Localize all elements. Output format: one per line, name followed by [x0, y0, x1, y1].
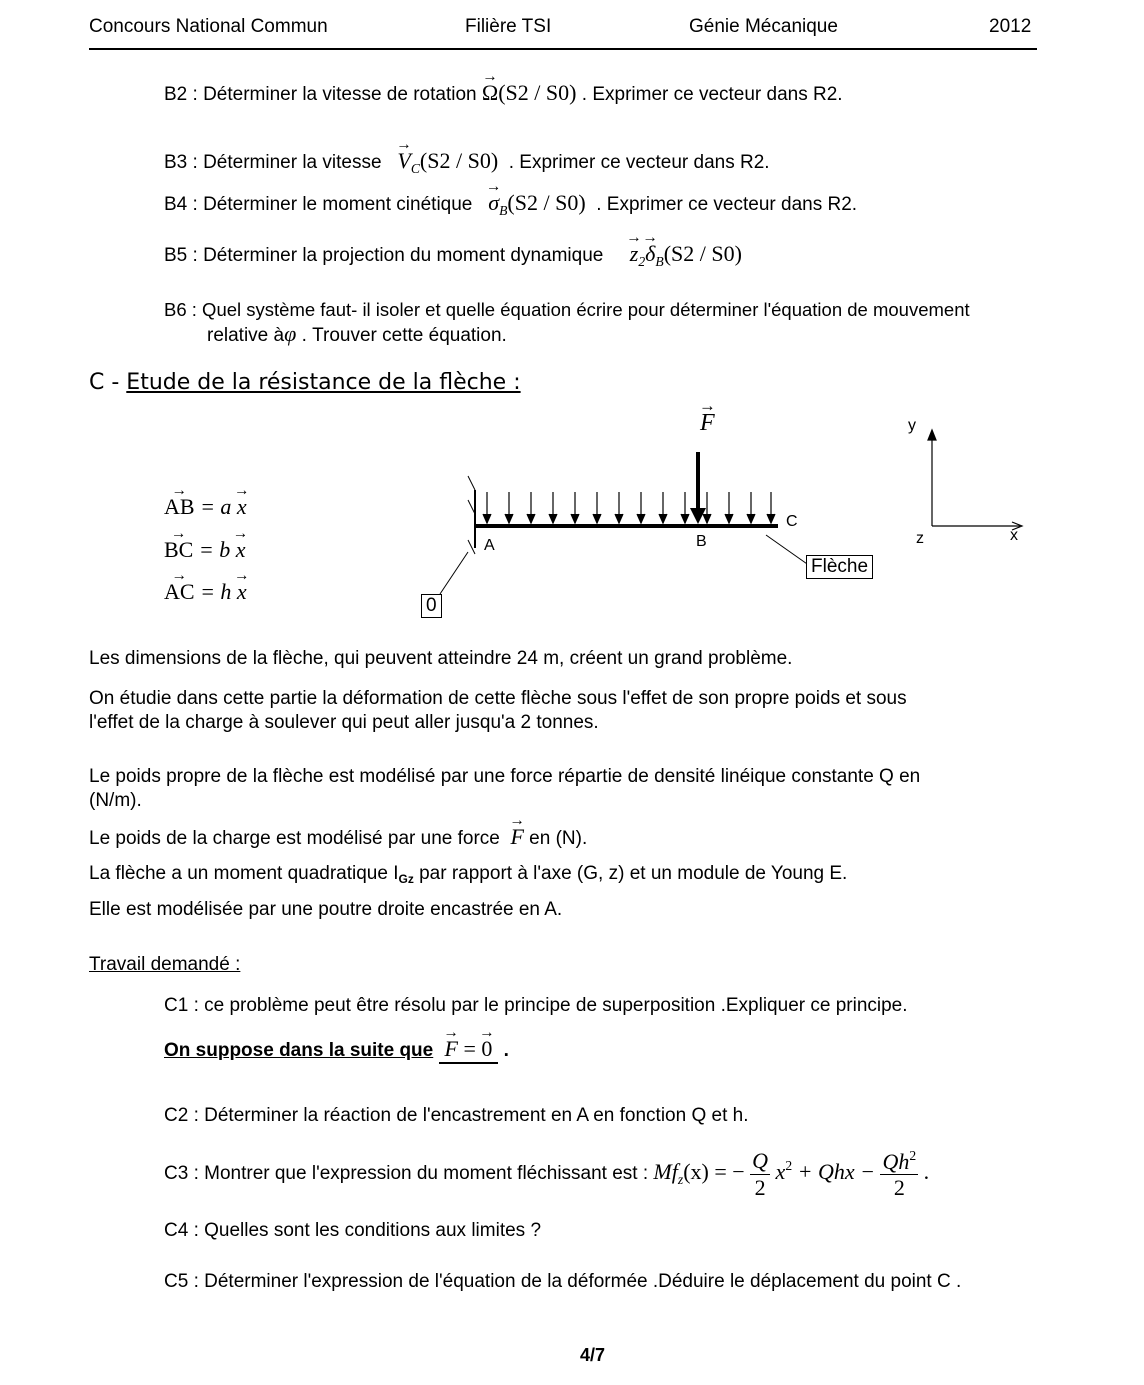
question-c4: C4 : Quelles sont les conditions aux limites ? [164, 1220, 542, 1241]
suppose-statement: On suppose dans la suite que → F = → 0 . [164, 1036, 509, 1064]
point-c-label: C [786, 513, 798, 530]
paragraph-model: Elle est modélisée par une poutre droite encastrée en A. [89, 899, 563, 920]
question-b2: B2 : Déterminer la vitesse de rotation → Ω(S2 / S0) . Exprimer ce vecteur dans R2. [164, 80, 843, 106]
header-year: 2012 [989, 16, 1032, 37]
load-arrow [703, 492, 711, 523]
paragraph-weight-line2: (N/m). [89, 790, 142, 811]
axis-x-label: x [1010, 527, 1018, 544]
load-arrow [747, 492, 755, 523]
load-arrow [681, 492, 689, 523]
ground-leader [440, 552, 468, 594]
question-c2: C2 : Déterminer la réaction de l'encastrement en A en fonction Q et h. [164, 1105, 749, 1126]
paragraph-dimensions: Les dimensions de la flèche, qui peuvent atteindre 24 m, créent un grand problème. [89, 648, 793, 669]
load-arrow [571, 492, 579, 523]
eq-ab: → $\overline{AB} = a \to x$ [164, 494, 247, 520]
question-c5: C5 : Déterminer l'expression de l'équation de la déformée .Déduire le déplacement du point C . [164, 1271, 962, 1292]
eq-bc: → $\overline{BC} = b \to x$ [164, 537, 245, 563]
paragraph-study-line1: On étudie dans cette partie la déformation de cette flèche sous l'effet de son propre poids et sous [89, 688, 907, 709]
load-arrow [483, 492, 491, 523]
fleche-label: Flèche [806, 555, 873, 579]
header-subject: Génie Mécanique [689, 16, 838, 37]
load-arrow [505, 492, 513, 523]
axis-y-label: y [908, 417, 916, 434]
force-f-arrow [690, 452, 706, 524]
travail-heading: Travail demandé : [89, 954, 241, 975]
page-number: 4/7 [580, 1345, 606, 1365]
load-arrow [615, 492, 623, 523]
beam-diagram [0, 0, 1144, 640]
question-b6-line2: relative àφ . Trouver cette équation. [207, 321, 507, 346]
load-arrow [725, 492, 733, 523]
header-left: Concours National Commun [89, 16, 328, 37]
paragraph-force: Le poids de la charge est modélisé par une force → F en (N). [89, 824, 587, 850]
distributed-load [483, 492, 775, 523]
question-c3: C3 : Montrer que l'expression du moment fléchissant est : $Mf_z(x)$ = − $\frac{Q}{2}$ $x^2$ + Qhx − $\frac{Qh^2}{2}$ . [164, 1148, 930, 1201]
axes [928, 430, 1022, 530]
paragraph-weight-line1: Le poids propre de la flèche est modélisé par une force répartie de densité linéique constante Q en [89, 766, 921, 787]
load-arrow [637, 492, 645, 523]
eq-ac: → $\overline{AC} = h \to x$ [164, 579, 247, 605]
header-center: Filière TSI [465, 16, 552, 37]
paragraph-moment: La flèche a un moment quadratique $I_{Gz}$ par rapport à l'axe (G, z) et un module de Young E. [89, 863, 848, 887]
question-b3: B3 : Déterminer la vitesse → $V_C(S2 / S0)$ . Exprimer ce vecteur dans R2. [164, 148, 770, 177]
fleche-leader [766, 535, 810, 566]
section-c-title: C - Etude de la résistance de la flèche : [89, 370, 521, 395]
wall-hatching [468, 476, 475, 554]
paragraph-study-line2: l'effet de la charge à soulever qui peut aller jusqu'a 2 tonnes. [89, 712, 599, 733]
load-arrow [659, 492, 667, 523]
load-arrow [767, 492, 775, 523]
load-arrow [527, 492, 535, 523]
y-axis-arrowhead [928, 430, 936, 440]
force-f-label: → F [700, 410, 715, 437]
point-a-label: A [484, 537, 495, 554]
question-b6-line1: B6 : Quel système faut- il isoler et quelle équation écrire pour déterminer l'équation de mouvement [164, 299, 970, 320]
axis-z-label: z [916, 530, 924, 547]
load-arrow [593, 492, 601, 523]
point-b-label: B [696, 533, 707, 550]
load-arrow [549, 492, 557, 523]
question-c1: C1 : ce problème peut être résolu par le principe de superposition .Expliquer ce principe. [164, 995, 908, 1016]
question-b4: B4 : Déterminer le moment cinétique → $\sigma_B(S2 / S0)$ . Exprimer ce vecteur dans R2. [164, 190, 857, 219]
ground-label: 0 [421, 594, 442, 618]
question-b5: B5 : Déterminer la projection du moment dynamique → $z_2\to \delta_B(S2 / S0)$ [164, 241, 742, 270]
